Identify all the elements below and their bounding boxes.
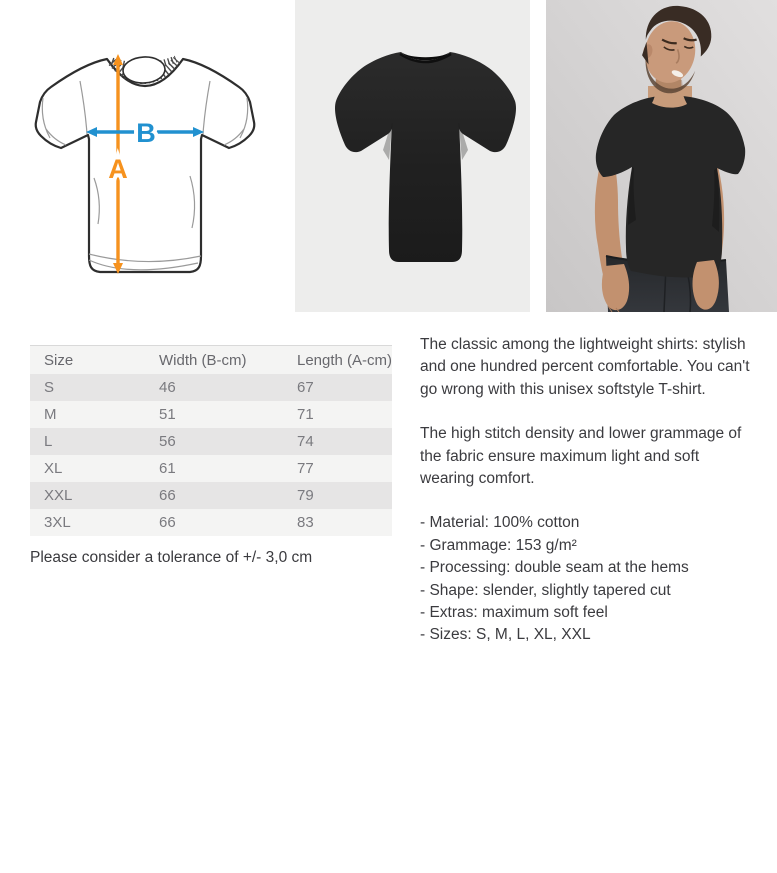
spec-line-shape: - Shape: slender, slightly tapered cut — [420, 581, 671, 599]
shirt-outline — [36, 59, 255, 272]
cell-width: 66 — [145, 509, 283, 536]
col-header-length: Length (A-cm) — [283, 346, 392, 375]
cell-width: 56 — [145, 428, 283, 455]
model-photo — [546, 0, 777, 312]
table-row — [30, 509, 392, 536]
label-b: B — [136, 118, 156, 148]
table-row — [30, 482, 392, 509]
product-photo — [295, 0, 530, 312]
size-table — [30, 345, 392, 536]
cell-width: 61 — [145, 455, 283, 482]
cell-length: 67 — [283, 374, 392, 401]
tee-silhouette — [335, 52, 516, 262]
table-header-row — [30, 346, 392, 375]
description-paragraph: The classic among the lightweight shirts: stylish and one hundred percent comfortable. You can't go wrong with this unisex softstyle T-shirt. — [420, 336, 750, 398]
cell-length: 71 — [283, 401, 392, 428]
cell-width: 66 — [145, 482, 283, 509]
size-chart — [30, 345, 392, 536]
cell-size: L — [30, 428, 145, 455]
cell-size: M — [30, 401, 145, 428]
cell-width: 51 — [145, 401, 283, 428]
description-paragraph: The high stitch density and lower grammage of the fabric ensure maximum light and soft wearing comfort. — [420, 425, 742, 488]
tshirt-measurement-diagram — [20, 28, 270, 290]
cell-length: 74 — [283, 428, 392, 455]
table-row — [30, 374, 392, 401]
col-header-size: Size — [30, 346, 145, 375]
spec-line-material: - Material: 100% cotton — [420, 514, 580, 532]
spec-line-processing: - Processing: double seam at the hems — [420, 559, 689, 577]
cell-length: 77 — [283, 455, 392, 482]
cell-length: 83 — [283, 509, 392, 536]
product-description — [420, 334, 752, 647]
spec-line-extras: - Extras: maximum soft feel — [420, 604, 608, 622]
spec-line-sizes: - Sizes: S, M, L, XL, XXL — [420, 626, 591, 644]
man-wearing-black-tshirt — [546, 0, 777, 312]
black-tshirt-flat — [295, 0, 530, 312]
tolerance-note: Please consider a tolerance of +/- 3,0 cm — [30, 549, 313, 566]
neck-opening — [122, 56, 165, 84]
size-diagram-image — [20, 28, 270, 290]
cell-size: S — [30, 374, 145, 401]
label-a: A — [108, 154, 128, 184]
cell-length: 79 — [283, 482, 392, 509]
cell-width: 46 — [145, 374, 283, 401]
table-row — [30, 455, 392, 482]
cell-size: XL — [30, 455, 145, 482]
table-row — [30, 428, 392, 455]
cell-size: XXL — [30, 482, 145, 509]
table-row — [30, 401, 392, 428]
spec-line-grammage: - Grammage: 153 g/m² — [420, 536, 577, 554]
cell-size: 3XL — [30, 509, 145, 536]
col-header-width: Width (B-cm) — [145, 346, 283, 375]
